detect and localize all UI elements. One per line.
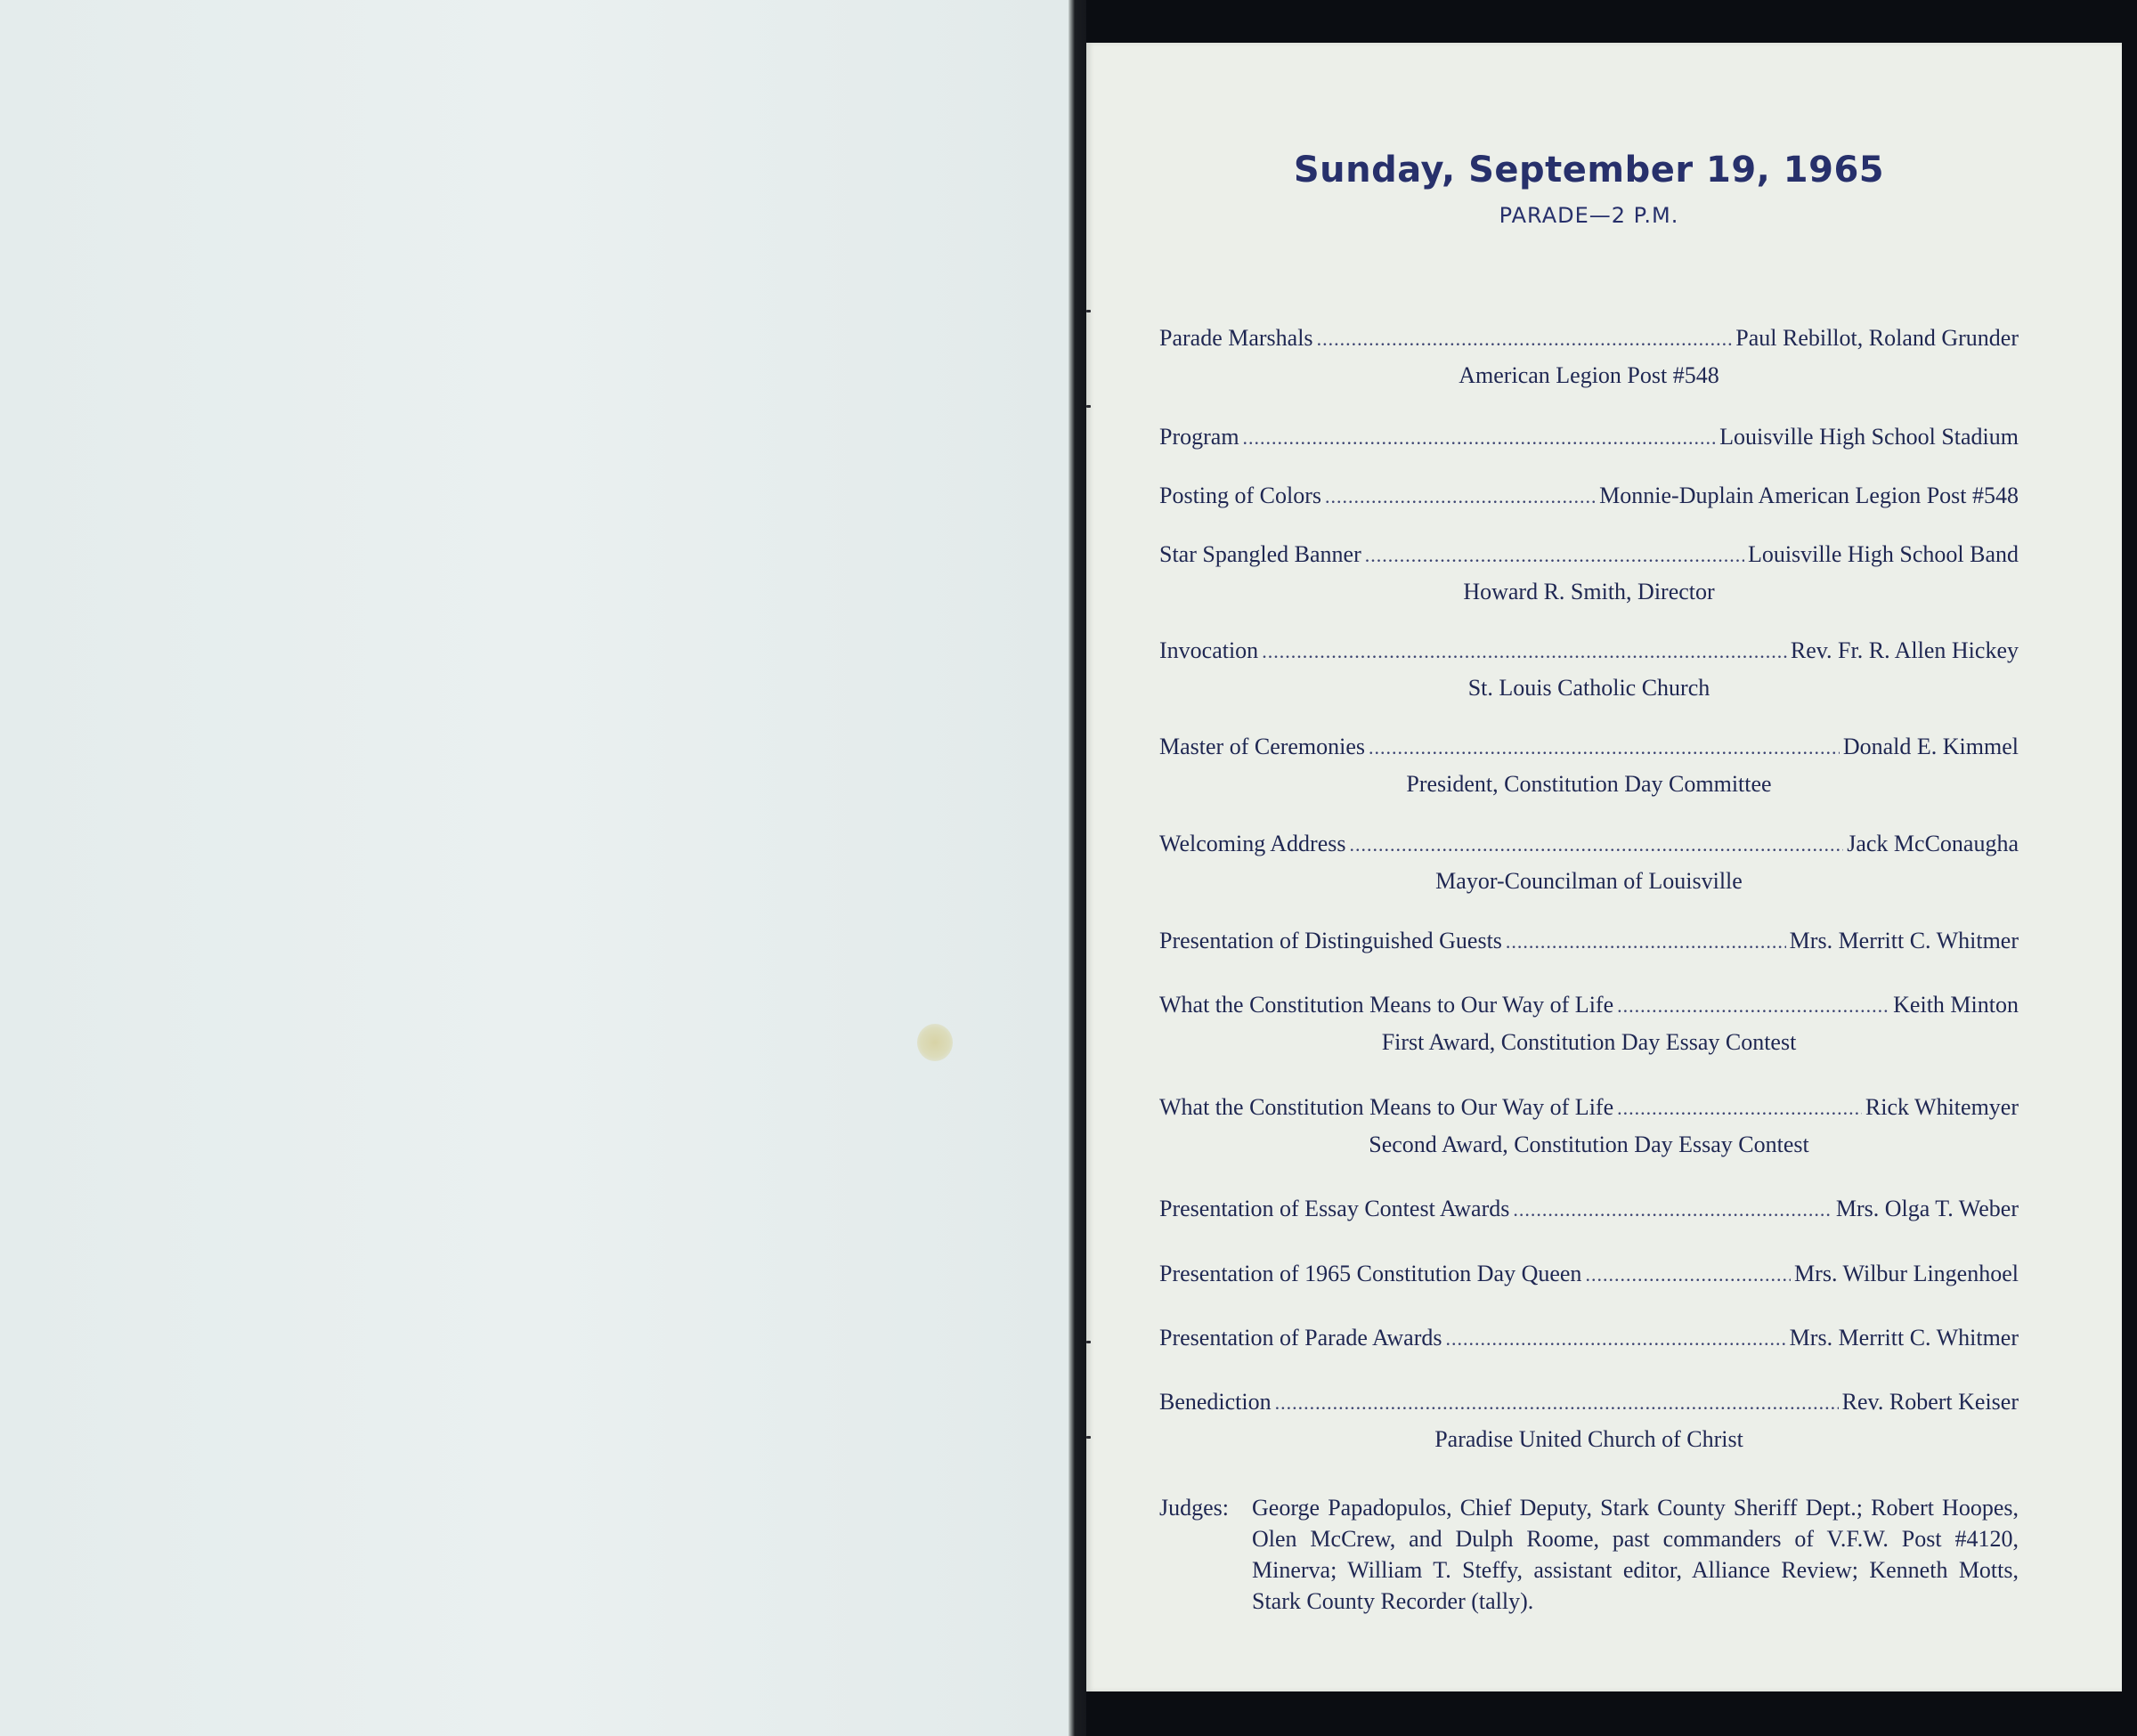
program-entry	[1159, 483, 2019, 509]
entry-item: Program	[1159, 424, 1239, 450]
program-page	[1086, 43, 2122, 1691]
entry-person: Mrs. Wilbur Lingenhoel	[1794, 1261, 2019, 1286]
staple-mark	[1086, 310, 1091, 312]
entry-item: Star Spangled Banner	[1159, 541, 1361, 567]
dot-leader	[1513, 1198, 1832, 1221]
staple-mark	[1086, 1436, 1091, 1439]
dot-leader	[1243, 426, 1717, 450]
dot-leader	[1369, 736, 1840, 759]
entry-item: What the Constitution Means to Our Way of Life	[1159, 1094, 1614, 1120]
entry-item: Invocation	[1159, 637, 1259, 663]
program-content	[1159, 150, 2019, 1614]
entry-item: Welcoming Address	[1159, 831, 1346, 856]
entry-item: Presentation of 1965 Constitution Day Queen	[1159, 1261, 1582, 1286]
page-title: Sunday, September 19, 1965	[1293, 150, 1885, 191]
entry-person: Mrs. Merritt C. Whitmer	[1789, 928, 2019, 953]
dot-leader	[1506, 930, 1786, 953]
entry-person: Louisville High School Stadium	[1719, 424, 2019, 450]
dot-leader	[1585, 1263, 1791, 1286]
entry-item: Benediction	[1159, 1389, 1272, 1415]
entry-item: Master of Ceremonies	[1159, 734, 1366, 759]
program-entry	[1159, 734, 2019, 798]
dot-leader	[1365, 544, 1744, 567]
entry-person: Rev. Fr. R. Allen Hickey	[1790, 637, 2019, 663]
program-entry	[1159, 325, 2019, 389]
entry-person: Keith Minton	[1893, 992, 2019, 1018]
event-subtitle: PARADE—2 P.M.	[1499, 203, 1679, 228]
judges-paragraph	[1159, 1492, 2019, 1617]
dot-leader	[1617, 994, 1889, 1018]
entry-note: St. Louis Catholic Church	[1467, 675, 1710, 701]
program-entry	[1159, 1094, 2019, 1158]
entry-person: Paul Rebillot, Roland Grunder	[1735, 325, 2019, 351]
entry-item: What the Constitution Means to Our Way of Life	[1159, 992, 1614, 1018]
program-entry	[1159, 1325, 2019, 1351]
entry-person: Rev. Robert Keiser	[1841, 1389, 2019, 1415]
program-entry	[1159, 1389, 2019, 1453]
entry-note: American Legion Post #548	[1459, 362, 1719, 388]
entry-item: Presentation of Distinguished Guests	[1159, 928, 1502, 953]
judges-text: George Papadopulos, Chief Deputy, Stark County Sheriff Dept.; Robert Hoopes, Olen McCrew, and Dulph Roome, past commanders of V.F.W. Post #4120, Minerva; William T. Steffy, assistant editor, Alliance Review; Kenneth Motts, Stark County Recorder (tally).	[1252, 1495, 2019, 1614]
program-entry	[1159, 928, 2019, 954]
dot-leader	[1262, 640, 1787, 663]
entry-item: Parade Marshals	[1159, 325, 1313, 351]
entry-person: Monnie-Duplain American Legion Post #548	[1599, 483, 2019, 508]
entry-person: Mrs. Merritt C. Whitmer	[1789, 1325, 2019, 1351]
program-entry	[1159, 831, 2019, 895]
left-blank-page	[0, 0, 1068, 1736]
dot-leader	[1325, 485, 1596, 508]
entry-note: Mayor-Councilman of Louisville	[1435, 868, 1743, 894]
program-entry	[1159, 424, 2019, 450]
entry-item: Presentation of Essay Contest Awards	[1159, 1196, 1510, 1221]
entry-note: Second Award, Constitution Day Essay Contest	[1369, 1132, 1809, 1157]
program-entry	[1159, 992, 2019, 1056]
entry-note: Paradise United Church of Christ	[1434, 1426, 1743, 1452]
dot-leader	[1617, 1097, 1862, 1120]
entry-person: Mrs. Olga T. Weber	[1835, 1196, 2019, 1221]
book-gutter	[1068, 0, 1086, 1736]
staple-mark	[1086, 1341, 1091, 1343]
staple-mark	[1086, 405, 1091, 408]
program-entry	[1159, 637, 2019, 702]
judges-label: Judges:	[1159, 1495, 1229, 1521]
program-entry	[1159, 541, 2019, 605]
dot-leader	[1445, 1327, 1785, 1351]
entry-item: Presentation of Parade Awards	[1159, 1325, 1442, 1351]
dot-leader	[1275, 1391, 1839, 1415]
entry-note: First Award, Constitution Day Essay Contest	[1381, 1029, 1797, 1055]
entry-person: Louisville High School Band	[1747, 541, 2019, 567]
entry-person: Jack McConaugha	[1847, 831, 2019, 856]
entry-person: Donald E. Kimmel	[1842, 734, 2019, 759]
program-entry	[1159, 1261, 2019, 1287]
entry-note: Howard R. Smith, Director	[1463, 579, 1715, 604]
entry-note: President, Constitution Day Committee	[1406, 771, 1772, 797]
dot-leader	[1350, 833, 1844, 856]
entry-person: Rick Whitemyer	[1865, 1094, 2019, 1120]
paper-stain	[917, 1024, 953, 1061]
entry-item: Posting of Colors	[1159, 483, 1322, 508]
dot-leader	[1317, 328, 1733, 351]
program-entry	[1159, 1196, 2019, 1222]
